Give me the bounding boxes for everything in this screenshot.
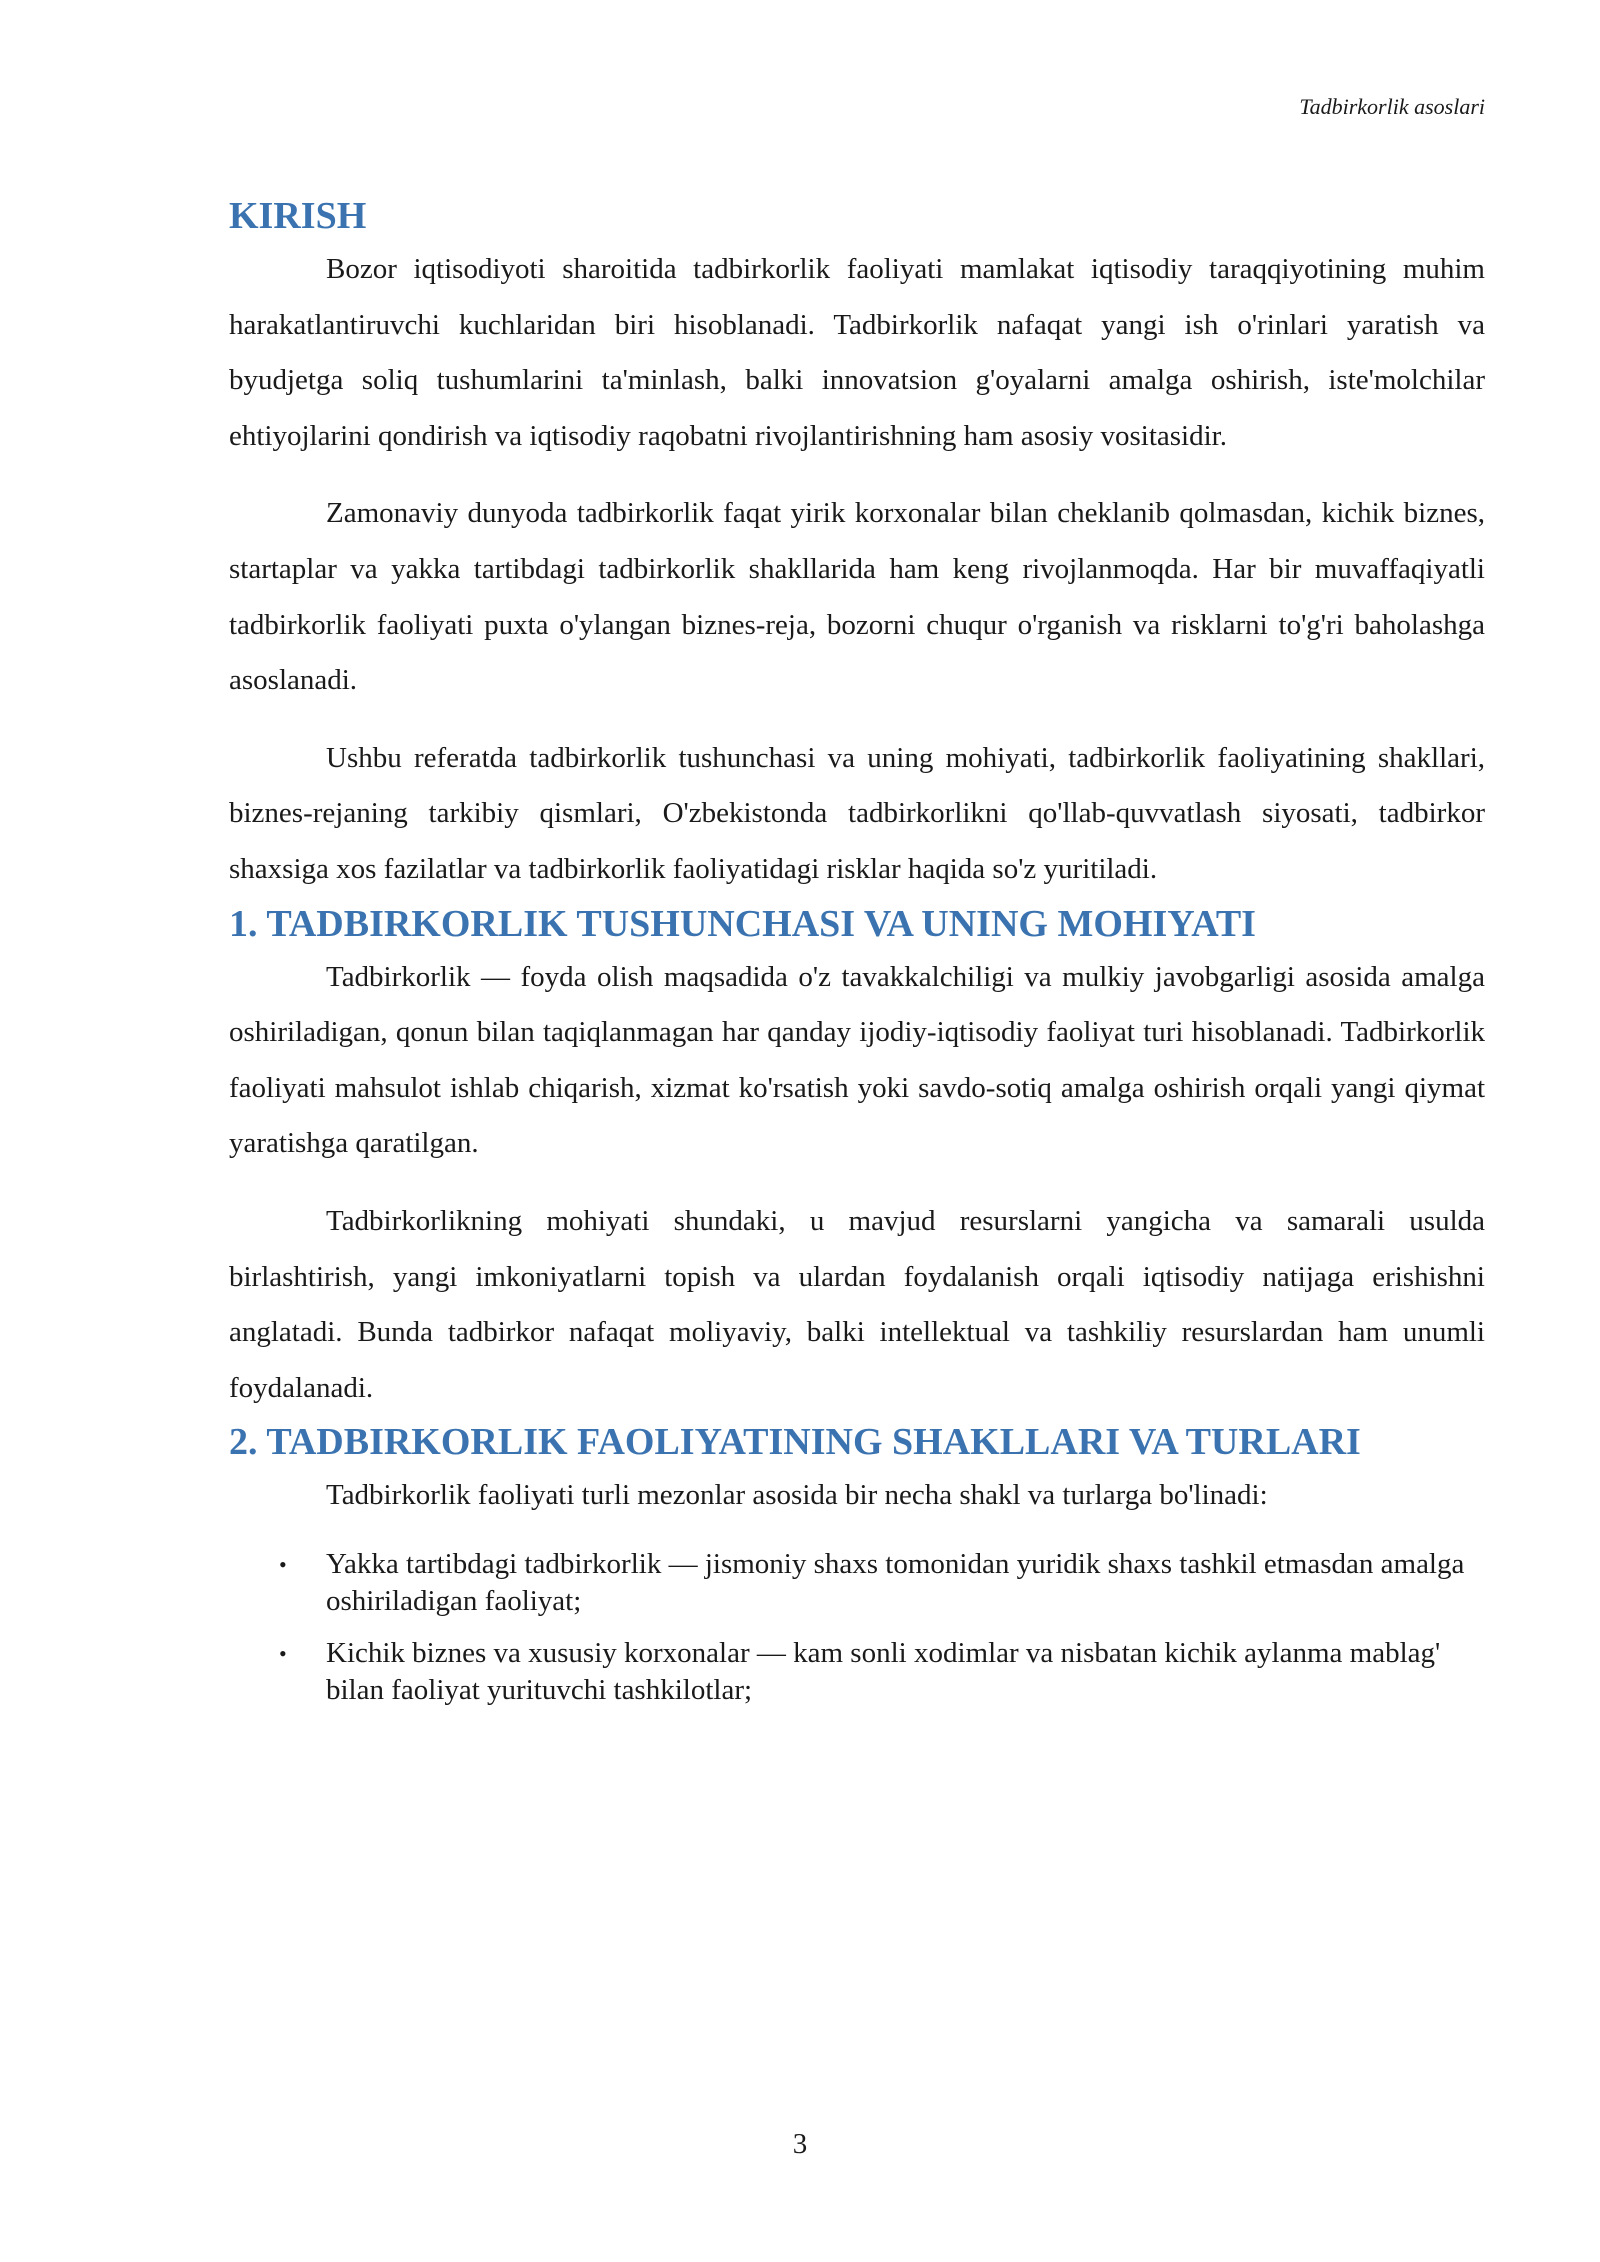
section-heading-intro: KIRISH bbox=[229, 195, 367, 237]
bullet-icon: • bbox=[279, 1640, 287, 1666]
section1-paragraph: Tadbirkorlikning mohiyati shundaki, u mavjud resurslarni yangicha va samarali usulda birlashtirish, yangi imkoniyatlarni topish va ulardan foydalanish orqali iqtisodiy natijaga erishishni anglatadi. Bunda tadbirkor nafaqat moliyaviy, balki intellektual va tashkiliy resurslardan ham unumli foydalanadi. bbox=[229, 1204, 1485, 1404]
bullet-list bbox=[229, 1546, 1485, 1709]
list-item-text: Kichik biznes va xususiy korxonalar — kam sonli xodimlar va nisbatan kichik aylanma mablag' bilan faoliyat yurituvchi tashkilotlar; bbox=[326, 1636, 1441, 1706]
intro-paragraph: Ushbu referatda tadbirkorlik tushunchasi va uning mohiyati, tadbirkorlik faoliyatining shakllari, biznes-rejaning tarkibiy qismlari, O'zbekistonda tadbirkorlikni qo'llab-quvvatlash siyosati, tadbirkor shaxsiga xos fazilatlar va tadbirkorlik faoliyatidagi risklar haqida so'z yuritiladi. bbox=[229, 741, 1485, 885]
section1-paragraph: Tadbirkorlik — foyda olish maqsadida o'z tavakkalchiligi va mulkiy javobgarligi asosida amalga oshiriladigan, qonun bilan taqiqlanmagan har qanday ijodiy-iqtisodiy faoliyat turi hisoblanadi. Tadbirkorlik faoliyati mahsulot ishlab chiqarish, xizmat ko'rsatish yoki savdo-sotiq amalga oshirish orqali yangi qiymat yaratishga qaratilgan. bbox=[229, 960, 1485, 1160]
list-item bbox=[229, 1546, 1485, 1620]
page-number: 3 bbox=[792, 2128, 808, 2160]
intro-paragraph: Zamonaviy dunyoda tadbirkorlik faqat yirik korxonalar bilan cheklanib qolmasdan, kichik biznes, startaplar va yakka tartibdagi tadbirkorlik shakllarida ham keng rivojlanmoqda. Har bir muvaffaqiyatli tadbirkorlik faoliyati puxta o'ylangan biznes-reja, bozorni chuqur o'rganish va risklarni to'g'ri baholashga asoslanadi. bbox=[229, 497, 1485, 697]
section-heading-1: 1. TADBIRKORLIK TUSHUNCHASI VA UNING MOHIYATI bbox=[229, 902, 1256, 945]
bullet-icon: • bbox=[279, 1551, 287, 1577]
list-item bbox=[229, 1635, 1485, 1709]
section2-intro: Tadbirkorlik faoliyati turli mezonlar asosida bir necha shakl va turlarga bo'linadi: bbox=[326, 1479, 1268, 1512]
list-item-text: Yakka tartibdagi tadbirkorlik — jismoniy shaxs tomonidan yuridik shaxs tashkil etmasdan amalga oshiriladigan faoliyat; bbox=[326, 1547, 1465, 1617]
intro-paragraph: Bozor iqtisodiyoti sharoitida tadbirkorlik faoliyati mamlakat iqtisodiy taraqqiyotining muhim harakatlantiruvchi kuchlaridan biri hisoblanadi. Tadbirkorlik nafaqat yangi ish o'rinlari yaratish va byudjetga soliq tushumlarini ta'minlash, balki innovatsion g'oyalarni amalga oshirish, iste'molchilar ehtiyojlarini qondirish va iqtisodiy raqobatni rivojlantirishning ham asosiy vositasidir. bbox=[229, 253, 1485, 452]
section-heading-2: 2. TADBIRKORLIK FAOLIYATINING SHAKLLARI VA TURLARI bbox=[229, 1421, 1361, 1464]
page-content bbox=[229, 190, 1485, 1724]
running-header: Tadbirkorlik asoslari bbox=[1299, 94, 1485, 119]
